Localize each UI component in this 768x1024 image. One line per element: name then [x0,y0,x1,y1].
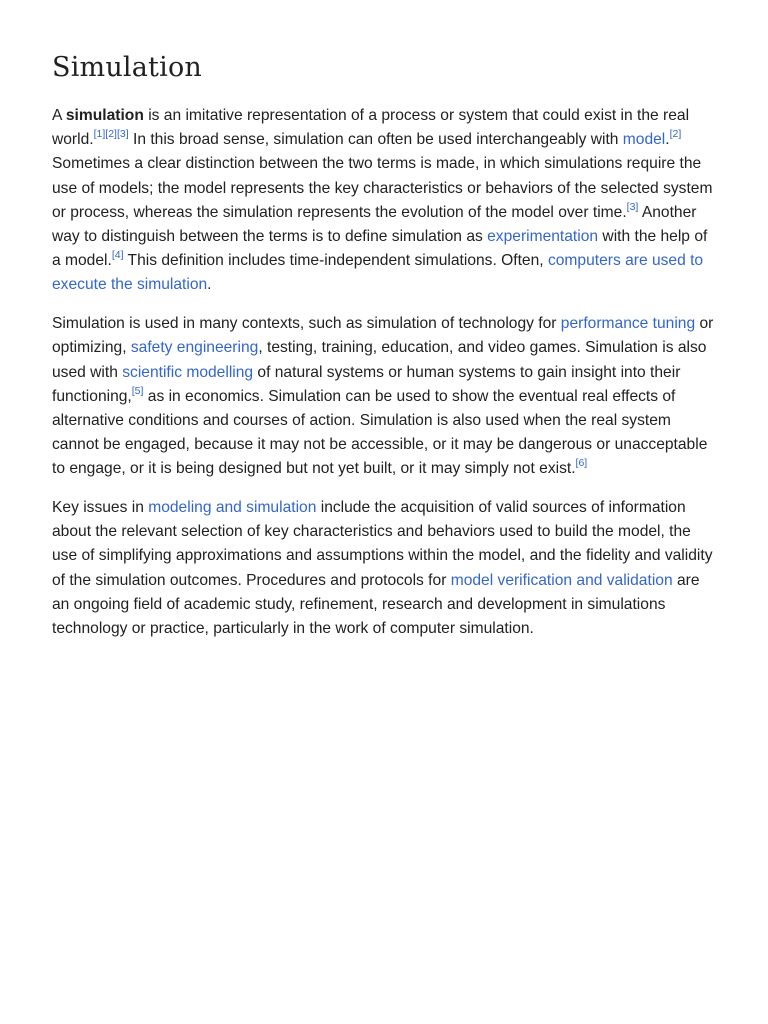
citation-1[interactable]: [1] [93,128,106,141]
text: with the help of a model. [52,228,708,270]
paragraph-key-issues [52,496,716,641]
text: include the acquisition of valid sources of information about the relevant selection of key characteristics and behaviors used to build the model, the use of simplifying approximations and assumptions within the model, and the fidelity and validity of the simulation outcomes. Procedures and protocols for [52,499,713,589]
citation-group [627,201,639,213]
link-model[interactable]: model [622,131,666,149]
citation-2[interactable]: [2] [105,128,117,141]
text: , testing, training, education, and video games. Simulation is also used with [52,339,707,381]
paragraph-uses [52,312,716,481]
text: . [665,131,670,149]
text: Sometimes a clear distinction between the two terms is made, in which simulations require the use of models; the model represents the key characteristics or behaviors of the selected system or process, whereas the simulation represents the evolution of the model over time. [52,155,713,221]
citation-group [132,385,144,397]
link-performance-tuning[interactable]: performance tuning [560,315,696,333]
link-computer-simulation[interactable]: computers are used to execute the simulation [52,252,704,294]
citation-5[interactable]: [5] [131,384,144,397]
citation-3[interactable]: [3] [116,128,129,141]
text: This definition includes time-independent simulations. Often, [123,252,548,270]
text: are an ongoing field of academic study, refinement, research and development in simulations technology or practice, particularly in the work of computer simulation. [52,571,700,638]
text: In this broad sense, simulation can often be used interchangeably with [128,131,623,149]
citation-group [112,249,124,261]
citation-group [576,457,588,469]
paragraph-intro [52,104,716,298]
citation-4[interactable]: [4] [111,249,124,262]
text: of natural systems or human systems to gain insight into their functioning, [52,363,681,405]
text: . [207,276,212,294]
link-safety-engineering[interactable]: safety engineering [130,339,259,357]
citation-3[interactable]: [3] [626,200,639,213]
link-experimentation[interactable]: experimentation [487,228,599,246]
text: Another way to distinguish between the terms is to define simulation as [52,203,697,246]
text: or optimizing, [52,315,714,357]
link-scientific-modelling[interactable]: scientific modelling [122,363,254,381]
link-model-verification[interactable]: model verification and validation [450,571,673,589]
text: Simulation is used in many contexts, such as simulation of technology for [52,315,561,333]
text: Key issues in [52,499,149,517]
page-title: Simulation [52,52,202,83]
article-body [52,104,716,641]
citation-group [670,128,682,140]
text: is an imitative representation of a process or system that could exist in the real world. [52,107,690,149]
link-modeling-and-simulation[interactable]: modeling and simulation [148,499,317,517]
citation-group [94,128,129,140]
citation-6[interactable]: [6] [575,457,588,470]
text: A [52,107,66,124]
bold-term: simulation [65,107,144,124]
text: as in economics. Simulation can be used to show the eventual real effects of alternative conditions and courses of action. Simulation is also used when the real system cannot be engaged, because it may not be accessible, or it may be dangerous or unacceptable to engage, or it is being designed but not yet built, or it may simply not exist. [52,387,708,478]
citation-2[interactable]: [2] [669,128,682,141]
